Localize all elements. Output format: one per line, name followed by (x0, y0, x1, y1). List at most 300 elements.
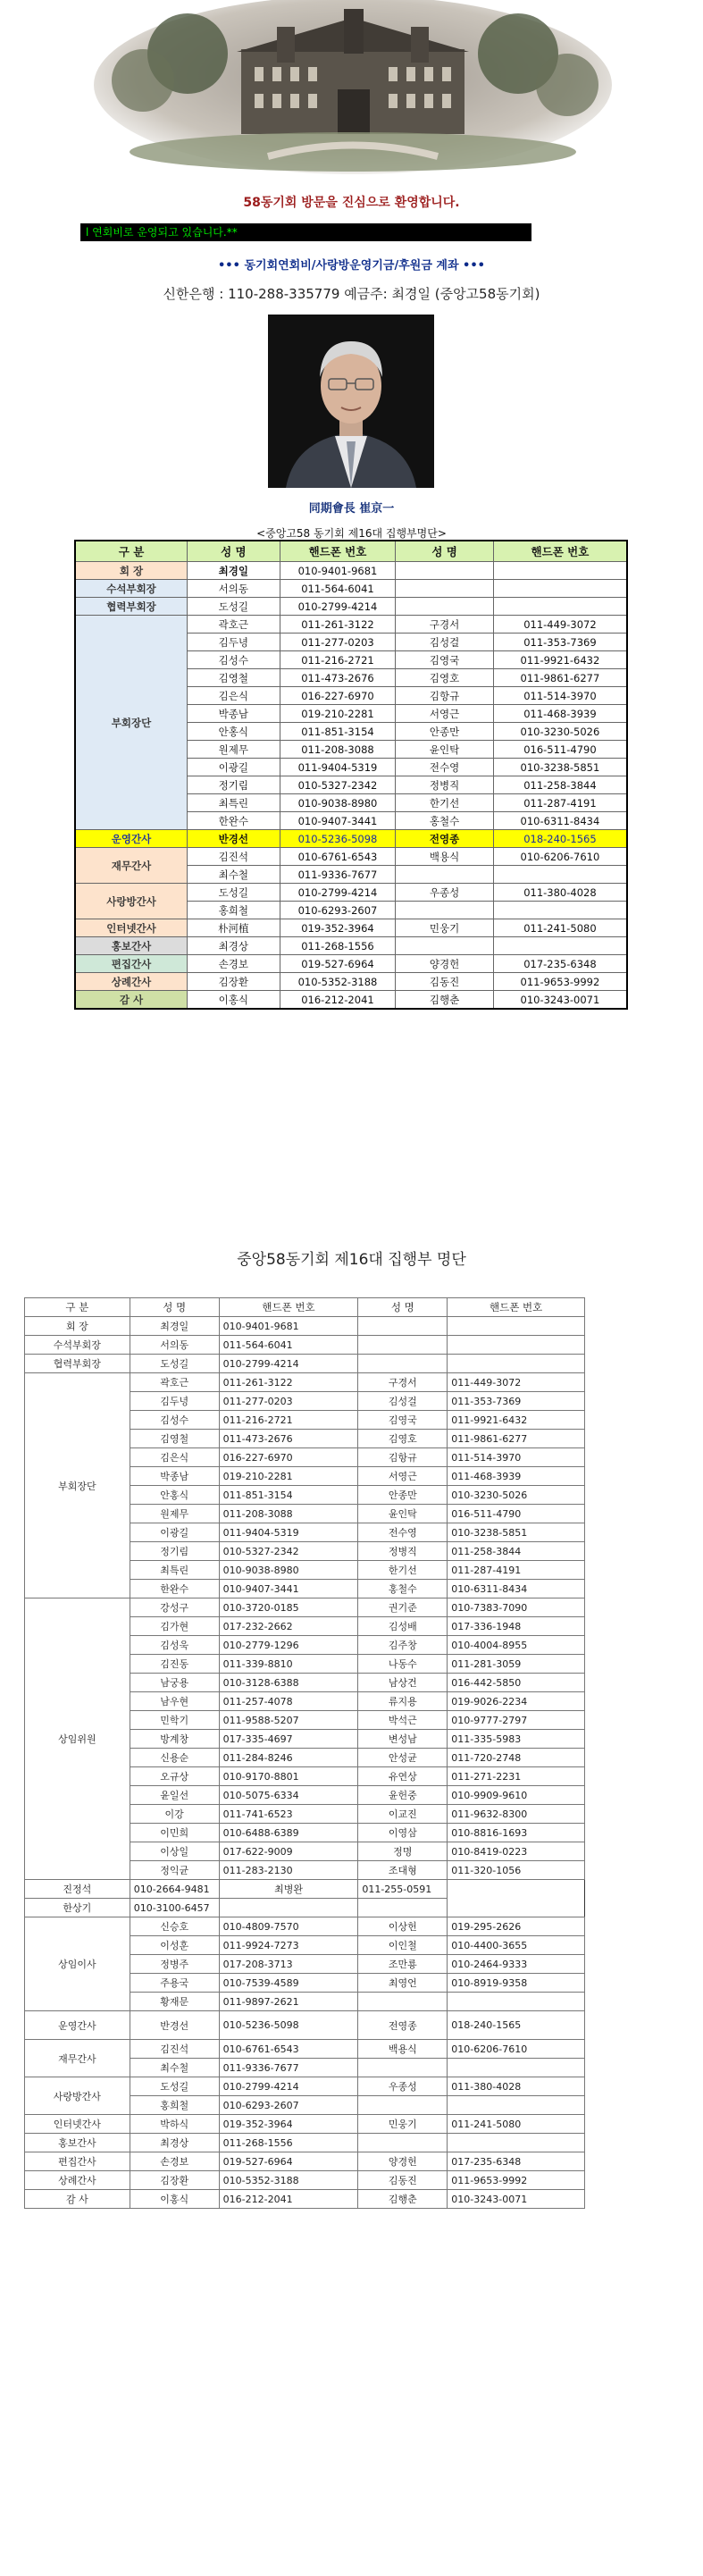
member-name: 나동수 (358, 1655, 448, 1674)
member-phone: 011-268-1556 (219, 2134, 358, 2152)
member-name: 김두녕 (188, 634, 280, 651)
member-name: 진정석 (25, 1880, 130, 1899)
member-name: 이상일 (130, 1842, 219, 1861)
member-name (358, 1336, 448, 1355)
member-name: 이영삼 (358, 1824, 448, 1842)
role-cell: 편집간사 (25, 2152, 130, 2171)
member-name: 안성균 (358, 1749, 448, 1767)
member-phone: 011-564-6041 (280, 580, 396, 598)
member-name: 최수철 (188, 866, 280, 884)
table-row (25, 1880, 585, 1899)
table-row (25, 1917, 585, 1936)
member-phone: 011-261-3122 (219, 1373, 358, 1392)
member-phone: 011-9861-6277 (493, 669, 627, 687)
member-phone: 011-216-2721 (219, 1411, 358, 1430)
member-phone: 010-7383-7090 (448, 1598, 585, 1617)
fund-account-heading: ••• 동기회연회비/사랑방운영기금/후원금 계좌 ••• (218, 259, 485, 273)
president-caption: 同期會長 崔京一 (308, 502, 395, 516)
member-phone: 010-6293-2607 (280, 902, 396, 919)
member-phone: 010-3238-5851 (448, 1523, 585, 1542)
member-phone: 011-449-3072 (493, 616, 627, 634)
column-header: 성 명 (188, 541, 280, 562)
table-row (75, 919, 627, 937)
member-phone: 011-9336-7677 (280, 866, 396, 884)
member-name: 원제무 (130, 1505, 219, 1523)
member-name (396, 580, 494, 598)
member-name: 김은식 (188, 687, 280, 705)
member-name: 김동진 (396, 973, 494, 991)
member-name (396, 598, 494, 616)
role-cell: 감 사 (75, 991, 188, 1010)
table-row (25, 1355, 585, 1373)
member-phone: 016-511-4790 (493, 741, 627, 759)
member-name: 김영호 (358, 1430, 448, 1448)
member-name: 주용국 (130, 1974, 219, 1993)
member-phone (493, 866, 627, 884)
member-name: 이광길 (188, 759, 280, 776)
role-cell: 수석부회장 (25, 1336, 130, 1355)
member-name: 김진석 (188, 848, 280, 866)
member-phone: 010-2799-4214 (280, 598, 396, 616)
table-row (75, 616, 627, 634)
column-header: 성 명 (396, 541, 494, 562)
member-name: 양경헌 (396, 955, 494, 973)
member-phone: 011-208-3088 (219, 1505, 358, 1523)
member-name: 김성욱 (130, 1636, 219, 1655)
table-row (75, 830, 627, 848)
member-name: 안홍식 (130, 1486, 219, 1505)
member-name: 최경일 (130, 1317, 219, 1336)
member-name: 정기림 (188, 776, 280, 794)
member-name: 박종남 (130, 1467, 219, 1486)
member-name: 도성길 (130, 1355, 219, 1373)
member-phone: 010-6311-8434 (493, 812, 627, 830)
table1-caption: <중앙고58 동기회 제16대 집행부명단> (256, 527, 447, 540)
member-phone: 016-442-5850 (448, 1674, 585, 1692)
role-cell: 상임이사 (25, 1917, 130, 2011)
member-phone: 010-2779-1296 (219, 1636, 358, 1655)
member-phone: 011-257-4078 (219, 1692, 358, 1711)
member-phone: 016-227-6970 (219, 1448, 358, 1467)
member-name: 윤인탁 (358, 1505, 448, 1523)
member-phone: 019-527-6964 (219, 2152, 358, 2171)
member-name: 한상기 (25, 1899, 130, 1917)
member-name: 반경선 (130, 2011, 219, 2040)
member-phone: 010-4809-7570 (219, 1917, 358, 1936)
role-cell: 협력부회장 (75, 598, 188, 616)
role-cell: 상례간사 (25, 2171, 130, 2190)
column-header: 핸드폰 번호 (280, 541, 396, 562)
member-phone: 010-2799-4214 (219, 1355, 358, 1373)
member-name (396, 902, 494, 919)
column-header: 구 분 (75, 541, 188, 562)
member-name: 최특린 (188, 794, 280, 812)
member-phone: 010-6206-7610 (493, 848, 627, 866)
member-phone (493, 902, 627, 919)
member-name: 정병직 (358, 1542, 448, 1561)
role-cell: 운영간사 (25, 2011, 130, 2040)
member-name: 민학기 (130, 1711, 219, 1730)
member-name: 양경헌 (358, 2152, 448, 2171)
member-phone: 011-353-7369 (448, 1392, 585, 1411)
member-name: 홍철수 (396, 812, 494, 830)
table-row (25, 1899, 585, 1917)
role-cell: 인터넷간사 (25, 2115, 130, 2134)
member-phone: 011-271-2231 (448, 1767, 585, 1786)
member-phone (448, 2059, 585, 2077)
member-phone: 010-9170-8801 (219, 1767, 358, 1786)
member-name: 도성길 (188, 884, 280, 902)
member-phone: 010-5352-3188 (280, 973, 396, 991)
member-name (219, 1899, 358, 1917)
table-row (75, 580, 627, 598)
member-phone: 011-9404-5319 (280, 759, 396, 776)
member-phone: 019-527-6964 (280, 955, 396, 973)
member-phone (493, 937, 627, 955)
member-phone: 011-9924-7273 (219, 1936, 358, 1955)
member-phone: 010-7539-4589 (219, 1974, 358, 1993)
executive-table-full (24, 1297, 585, 2209)
member-phone: 017-622-9009 (219, 1842, 358, 1861)
member-phone: 011-353-7369 (493, 634, 627, 651)
member-phone: 010-5327-2342 (219, 1542, 358, 1561)
member-phone: 011-241-5080 (493, 919, 627, 937)
member-phone: 011-258-3844 (448, 1542, 585, 1561)
role-cell: 홍보간사 (75, 937, 188, 955)
member-phone: 010-9401-9681 (219, 1317, 358, 1336)
member-name: 민웅기 (358, 2115, 448, 2134)
member-name: 전수영 (396, 759, 494, 776)
member-phone (358, 1899, 448, 1917)
member-name (358, 1355, 448, 1373)
member-name: 류지용 (358, 1692, 448, 1711)
member-name: 도성길 (188, 598, 280, 616)
role-cell: 상임위원 (25, 1598, 130, 1880)
table-row (25, 2152, 585, 2171)
member-phone: 017-235-6348 (493, 955, 627, 973)
member-name: 전영종 (358, 2011, 448, 2040)
table-row (75, 937, 627, 955)
member-name: 김행춘 (396, 991, 494, 1010)
member-phone: 010-9407-3441 (219, 1580, 358, 1598)
table-row (25, 1373, 585, 1392)
member-phone: 011-9921-6432 (448, 1411, 585, 1430)
member-phone: 010-8419-0223 (448, 1842, 585, 1861)
member-phone: 017-235-6348 (448, 2152, 585, 2171)
member-phone: 010-3230-5026 (493, 723, 627, 741)
member-phone: 010-2799-4214 (219, 2077, 358, 2096)
member-name: 김장환 (130, 2171, 219, 2190)
member-name: 홍희철 (130, 2096, 219, 2115)
role-cell: 부회장단 (25, 1373, 130, 1598)
member-name: 정병직 (396, 776, 494, 794)
campus-banner-image (89, 0, 616, 174)
member-phone: 011-216-2721 (280, 651, 396, 669)
member-phone: 011-9653-9992 (448, 2171, 585, 2190)
member-name: 박종남 (188, 705, 280, 723)
member-name (358, 1317, 448, 1336)
welcome-message: 58동기회 방문을 진심으로 환영합니다. (243, 196, 460, 210)
member-phone: 011-449-3072 (448, 1373, 585, 1392)
table-row (25, 1598, 585, 1617)
member-phone: 011-241-5080 (448, 2115, 585, 2134)
member-name: 정병주 (130, 1955, 219, 1974)
member-phone: 011-564-6041 (219, 1336, 358, 1355)
member-phone: 017-232-2662 (219, 1617, 358, 1636)
member-name: 서의동 (188, 580, 280, 598)
member-phone (493, 598, 627, 616)
member-phone: 017-335-4697 (219, 1730, 358, 1749)
member-name: 안홍식 (188, 723, 280, 741)
member-name: 남궁용 (130, 1674, 219, 1692)
role-cell: 회 장 (25, 1317, 130, 1336)
member-phone (493, 580, 627, 598)
member-phone: 019-295-2626 (448, 1917, 585, 1936)
table-row (25, 1317, 585, 1336)
member-phone: 011-380-4028 (448, 2077, 585, 2096)
member-phone: 010-5327-2342 (280, 776, 396, 794)
member-name: 남우현 (130, 1692, 219, 1711)
column-header: 핸드폰 번호 (448, 1298, 585, 1317)
member-name: 백용식 (358, 2040, 448, 2059)
member-name: 최병완 (219, 1880, 358, 1899)
member-phone: 010-8919-9358 (448, 1974, 585, 1993)
member-name (396, 562, 494, 580)
member-name: 김성배 (358, 1617, 448, 1636)
member-name: 김장환 (188, 973, 280, 991)
role-cell: 부회장단 (75, 616, 188, 830)
member-name: 조대형 (358, 1861, 448, 1880)
member-phone: 010-9038-8980 (280, 794, 396, 812)
member-phone: 011-339-8810 (219, 1655, 358, 1674)
table-row (25, 2171, 585, 2190)
member-name: 변성남 (358, 1730, 448, 1749)
header-row (25, 1298, 585, 1317)
member-name: 서영근 (358, 1467, 448, 1486)
member-name: 정명 (358, 1842, 448, 1861)
member-phone: 011-468-3939 (448, 1467, 585, 1486)
member-phone: 011-514-3970 (448, 1448, 585, 1467)
table-row (75, 598, 627, 616)
member-phone: 010-3100-6457 (130, 1899, 219, 1917)
member-name (358, 1993, 448, 2011)
member-name: 신용순 (130, 1749, 219, 1767)
member-name: 홍희철 (188, 902, 280, 919)
member-name: 이인철 (358, 1936, 448, 1955)
member-phone: 010-9038-8980 (219, 1561, 358, 1580)
member-phone (448, 2096, 585, 2115)
member-name: 朴河植 (188, 919, 280, 937)
column-header: 핸드폰 번호 (493, 541, 627, 562)
member-phone: 011-9921-6432 (493, 651, 627, 669)
member-phone: 010-3243-0071 (448, 2190, 585, 2209)
member-name: 도성길 (130, 2077, 219, 2096)
member-name: 원제무 (188, 741, 280, 759)
member-phone: 011-514-3970 (493, 687, 627, 705)
member-phone: 019-352-3964 (280, 919, 396, 937)
member-phone: 011-473-2676 (219, 1430, 358, 1448)
member-name (358, 2096, 448, 2115)
member-phone: 010-9401-9681 (280, 562, 396, 580)
member-name: 정기림 (130, 1542, 219, 1561)
member-name: 최경일 (188, 562, 280, 580)
member-name: 전영종 (396, 830, 494, 848)
role-cell: 인터넷간사 (75, 919, 188, 937)
member-name: 김동진 (358, 2171, 448, 2190)
member-name: 방계창 (130, 1730, 219, 1749)
member-phone: 011-277-0203 (280, 634, 396, 651)
member-name: 구경서 (358, 1373, 448, 1392)
member-name: 최경상 (188, 937, 280, 955)
member-name: 우종성 (358, 2077, 448, 2096)
member-name: 유연상 (358, 1767, 448, 1786)
column-header: 구 분 (25, 1298, 130, 1317)
member-phone: 011-720-2748 (448, 1749, 585, 1767)
bank-account-info: 신한은행 : 110-288-335779 예금주: 최경일 (중앙고58동기회) (163, 286, 540, 302)
member-phone: 011-335-5983 (448, 1730, 585, 1749)
member-phone: 011-287-4191 (493, 794, 627, 812)
member-phone: 011-320-1056 (448, 1861, 585, 1880)
member-name: 최수철 (130, 2059, 219, 2077)
member-name: 김은식 (130, 1448, 219, 1467)
table2-title: 중앙58동기회 제16대 집행부 명단 (237, 1251, 466, 1269)
member-phone: 010-3238-5851 (493, 759, 627, 776)
member-name: 최특린 (130, 1561, 219, 1580)
member-name: 황재문 (130, 1993, 219, 2011)
member-name: 김영국 (358, 1411, 448, 1430)
table-row (25, 2115, 585, 2134)
member-name: 권기준 (358, 1598, 448, 1617)
member-phone: 010-3230-5026 (448, 1486, 585, 1505)
member-phone: 011-268-1556 (280, 937, 396, 955)
member-phone: 011-9336-7677 (219, 2059, 358, 2077)
member-phone: 010-6761-6543 (280, 848, 396, 866)
member-name: 김가현 (130, 1617, 219, 1636)
member-phone: 018-240-1565 (493, 830, 627, 848)
member-phone: 011-258-3844 (493, 776, 627, 794)
member-phone (448, 1355, 585, 1373)
member-phone: 010-3720-0185 (219, 1598, 358, 1617)
member-phone: 016-212-2041 (280, 991, 396, 1010)
member-name: 박하식 (130, 2115, 219, 2134)
member-name: 김진동 (130, 1655, 219, 1674)
notice-marquee: l 연회비로 운영되고 있습니다.** (80, 223, 531, 241)
role-cell: 감 사 (25, 2190, 130, 2209)
member-name: 한완수 (188, 812, 280, 830)
member-phone: 010-8816-1693 (448, 1824, 585, 1842)
column-header: 성 명 (358, 1298, 448, 1317)
member-name: 김두녕 (130, 1392, 219, 1411)
member-name: 윤일선 (130, 1786, 219, 1805)
member-name: 반경선 (188, 830, 280, 848)
member-phone: 010-3128-6388 (219, 1674, 358, 1692)
member-phone (448, 1336, 585, 1355)
member-phone: 019-210-2281 (280, 705, 396, 723)
member-phone: 018-240-1565 (448, 2011, 585, 2040)
table-row (25, 2077, 585, 2096)
member-name: 서영근 (396, 705, 494, 723)
header-row (75, 541, 627, 562)
member-phone: 017-336-1948 (448, 1617, 585, 1636)
member-phone: 010-9777-2797 (448, 1711, 585, 1730)
member-name: 김영호 (396, 669, 494, 687)
member-phone: 011-255-0591 (358, 1880, 448, 1899)
member-phone: 016-227-6970 (280, 687, 396, 705)
member-phone: 011-287-4191 (448, 1561, 585, 1580)
member-phone: 011-261-3122 (280, 616, 396, 634)
member-phone: 011-208-3088 (280, 741, 396, 759)
member-name: 한완수 (130, 1580, 219, 1598)
member-name: 손경보 (188, 955, 280, 973)
member-phone: 010-6293-2607 (219, 2096, 358, 2115)
member-name: 신승호 (130, 1917, 219, 1936)
member-phone: 011-9653-9992 (493, 973, 627, 991)
member-phone: 010-5236-5098 (280, 830, 396, 848)
table-row (25, 2011, 585, 2040)
member-phone: 011-9404-5319 (219, 1523, 358, 1542)
member-name: 구경서 (396, 616, 494, 634)
member-name: 한기선 (358, 1561, 448, 1580)
role-cell: 재무간사 (25, 2040, 130, 2077)
member-phone: 010-3243-0071 (493, 991, 627, 1010)
member-name: 이강 (130, 1805, 219, 1824)
member-name: 이민희 (130, 1824, 219, 1842)
member-name: 김진석 (130, 2040, 219, 2059)
member-name: 민웅기 (396, 919, 494, 937)
member-name: 오규상 (130, 1767, 219, 1786)
member-phone: 010-5075-6334 (219, 1786, 358, 1805)
member-name: 윤인탁 (396, 741, 494, 759)
member-name: 이홍식 (188, 991, 280, 1010)
member-name: 이광길 (130, 1523, 219, 1542)
member-name: 김성수 (188, 651, 280, 669)
column-header: 핸드폰 번호 (219, 1298, 358, 1317)
table-row (75, 562, 627, 580)
member-name: 최경상 (130, 2134, 219, 2152)
member-phone: 010-4400-3655 (448, 1936, 585, 1955)
role-cell: 수석부회장 (75, 580, 188, 598)
member-phone: 010-2664-9481 (130, 1880, 219, 1899)
table-row (75, 991, 627, 1010)
member-name: 이상헌 (358, 1917, 448, 1936)
member-phone: 010-5352-3188 (219, 2171, 358, 2190)
role-cell: 편집간사 (75, 955, 188, 973)
member-name: 김주창 (358, 1636, 448, 1655)
member-name: 김영국 (396, 651, 494, 669)
member-phone: 010-6761-6543 (219, 2040, 358, 2059)
member-name: 홍철수 (358, 1580, 448, 1598)
member-phone: 010-2464-9333 (448, 1955, 585, 1974)
member-name (358, 2134, 448, 2152)
member-name: 손경보 (130, 2152, 219, 2171)
member-phone: 010-5236-5098 (219, 2011, 358, 2040)
president-portrait (268, 315, 434, 488)
role-cell: 홍보간사 (25, 2134, 130, 2152)
member-name: 한기선 (396, 794, 494, 812)
member-phone: 010-4004-8955 (448, 1636, 585, 1655)
member-name: 김성수 (130, 1411, 219, 1430)
member-name (396, 866, 494, 884)
member-phone: 011-9861-6277 (448, 1430, 585, 1448)
role-cell: 재무간사 (75, 848, 188, 884)
member-phone: 011-741-6523 (219, 1805, 358, 1824)
member-phone: 011-380-4028 (493, 884, 627, 902)
member-phone: 011-283-2130 (219, 1861, 358, 1880)
member-phone: 010-9909-9610 (448, 1786, 585, 1805)
member-phone: 011-284-8246 (219, 1749, 358, 1767)
table-row (25, 1336, 585, 1355)
member-name: 강성구 (130, 1598, 219, 1617)
